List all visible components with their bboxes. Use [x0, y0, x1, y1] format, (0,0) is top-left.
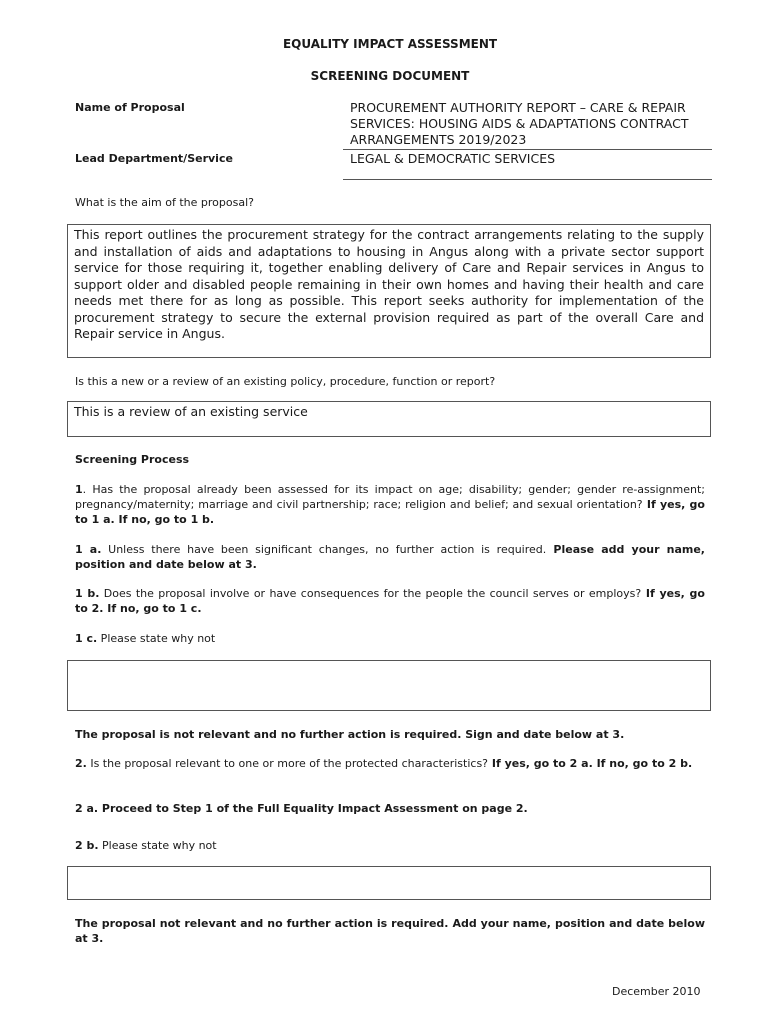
- proposal-divider: [343, 149, 712, 150]
- question-1a-number: 1 a.: [75, 543, 102, 556]
- not-relevant-note-2: The proposal not relevant and no further action is required. Add your name, position and date below at 3.: [75, 917, 705, 945]
- not-relevant-note-1: The proposal is not relevant and no further action is required. Sign and date below at 3.: [75, 728, 625, 741]
- footer-date: December 2010: [612, 985, 701, 998]
- department-divider: [343, 179, 712, 180]
- question-1-number: 1: [75, 483, 83, 496]
- question-2-instruction: If yes, go to 2 a. If no, go to 2 b.: [488, 757, 693, 770]
- question-2b-number: 2 b.: [75, 839, 99, 852]
- question-1a: [75, 542, 705, 572]
- question-2b-text: Please state why not: [98, 839, 217, 852]
- document-subtitle: SCREENING DOCUMENT: [310, 69, 470, 83]
- question-1a-text: Unless there have been significant changes, no further action is required.: [101, 543, 547, 556]
- question-1-text: . Has the proposal already been assessed for its impact on age; disability; gender; gender re-assignment; pregnancy/maternity; marriage and civil partnership; race; religion and belief; and sexual orientation?: [75, 483, 705, 511]
- review-question: Is this a new or a review of an existing policy, procedure, function or report?: [75, 375, 496, 388]
- screening-heading: Screening Process: [75, 453, 190, 466]
- proposal-label: Name of Proposal: [75, 101, 185, 114]
- question-1a-instruction: Please add your name, position and date below at 3.: [75, 543, 705, 571]
- question-2-text: Is the proposal relevant to one or more of the protected characteristics?: [86, 757, 489, 770]
- aim-answer-box: [67, 224, 711, 358]
- aim-question: What is the aim of the proposal?: [75, 196, 254, 209]
- question-1: [75, 482, 705, 527]
- review-answer-box: [67, 401, 711, 437]
- department-label: Lead Department/Service: [75, 152, 233, 165]
- question-2a: 2 a. Proceed to Step 1 of the Full Equality Impact Assessment on page 2.: [75, 802, 528, 815]
- question-1b: [75, 586, 705, 616]
- document-title: EQUALITY IMPACT ASSESSMENT: [282, 37, 498, 51]
- question-2: [75, 756, 705, 771]
- question-2-number: 2.: [75, 757, 87, 770]
- question-1c-answer-box[interactable]: [67, 660, 711, 711]
- department-value: LEGAL & DEMOCRATIC SERVICES: [350, 151, 556, 166]
- question-1b-text: Does the proposal involve or have consequences for the people the council serves or employs?: [99, 587, 642, 600]
- question-1c-text: Please state why not: [97, 632, 216, 645]
- question-1-instruction: If yes, go to 1 a. If no, go to 1 b.: [75, 498, 705, 526]
- question-2b-answer-box[interactable]: [67, 866, 711, 900]
- aim-answer: This report outlines the procurement strategy for the contract arrangements relating to the supply and installation of aids and adaptations to housing in Angus along with a private sector support service for those requiring it, together enabling delivery of Care and Repair services in Angus to support older and disabled people remaining in their own homes and having their health and care needs met there for as long as possible. This report seeks authority for implementation of the procurement strategy to secure the external provision required as part of the overall Care and Repair service in Angus.: [74, 227, 704, 341]
- review-answer: This is a review of an existing service: [74, 404, 308, 419]
- question-1b-number: 1 b.: [75, 587, 100, 600]
- question-1c: [75, 631, 705, 646]
- question-1c-number: 1 c.: [75, 632, 98, 645]
- question-2b: [75, 838, 705, 853]
- question-1b-instruction: If yes, go to 2. If no, go to 1 c.: [75, 587, 705, 615]
- proposal-value: PROCUREMENT AUTHORITY REPORT – CARE & REPAIR SERVICES: HOUSING AIDS & ADAPTATIONS CONTRACT ARRANGEMENTS 2019/2023: [350, 100, 689, 147]
